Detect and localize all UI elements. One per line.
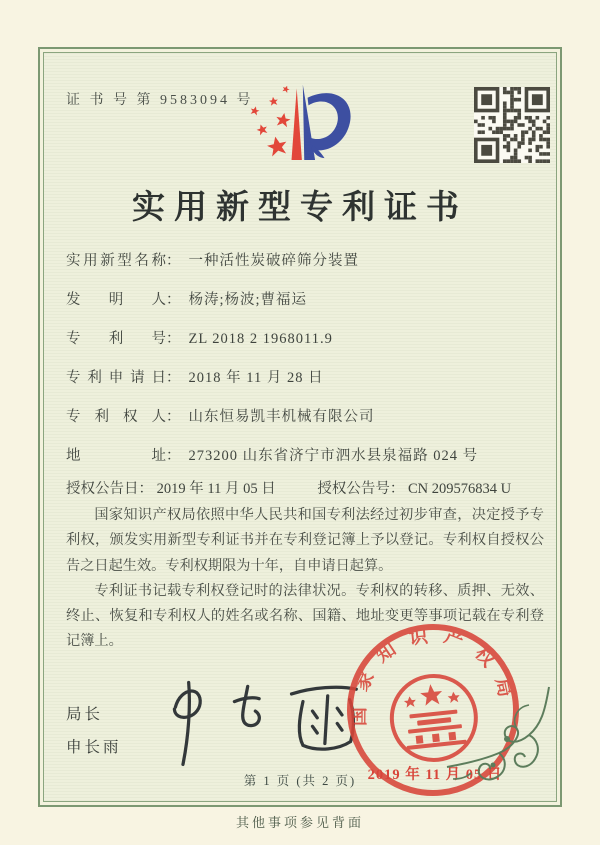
field-value: 2018 年 11 月 28 日: [188, 370, 324, 386]
field-label: 发明人: [66, 292, 166, 308]
field-value: 273200 山东省济宁市泗水县泉福路 024 号: [188, 448, 479, 464]
field-utility-model-name: 实用新型名称： 一种活性炭破碎筛分装置: [66, 249, 536, 288]
legal-paragraph-2: 专利证书记载专利权登记时的法律状况。专利权的转移、质押、无效、终止、恢复和专利权人的姓名或名称、国籍、地址变更等事项记载在专利登记簿上。: [66, 582, 544, 650]
certificate-number: 证 书 号 第 9583094 号: [66, 93, 254, 108]
field-patent-number: 专利号： ZL 2018 2 1968011.9: [66, 327, 536, 366]
field-value: 一种活性炭破碎筛分装置: [188, 253, 359, 269]
legal-paragraph-1: 国家知识产权局依照中华人民共和国专利法经过初步审查，决定授予专利权，颁发实用新型专利证书并在专利登记簿上予以登记。专利权自授权公告之日起生效。专利权期限为十年，自申请日起算。: [66, 507, 544, 574]
field-patentee: 专利权人： 山东恒易凯丰机械有限公司: [66, 405, 536, 444]
field-label: 地址: [66, 448, 166, 464]
qr-code-icon: [474, 87, 550, 163]
page-number: 第 1 页 (共 2 页): [243, 774, 357, 788]
field-label: 专利申请日: [66, 370, 166, 386]
field-label: 专利权人: [66, 409, 166, 425]
svg-text:国家知识产权局: 国家知识产权局: [348, 624, 519, 727]
officer-block: [66, 699, 122, 764]
field-value: ZL 2018 2 1968011.9: [188, 331, 333, 347]
field-label: 实用新型名称: [66, 253, 166, 269]
field-label: 专利号: [66, 331, 166, 347]
certificate-title: 实用新型专利证书: [132, 190, 468, 226]
grant-announcement-row: [66, 477, 546, 498]
field-value: 杨涛;杨波;曹福运: [188, 292, 308, 308]
grant-date: 授权公告日： 2019 年 11 月 05 日: [66, 481, 276, 497]
field-filing-date: 专利申请日： 2018 年 11 月 28 日: [66, 366, 536, 405]
back-side-note: 其他事项参见背面: [235, 815, 364, 830]
seal-date: 2019 年 11 月 05 日: [367, 767, 503, 783]
patent-office-logo-icon: [234, 75, 366, 184]
field-address: 地址： 273200 山东省济宁市泗水县泉福路 024 号: [66, 444, 536, 483]
officer-name: 申长雨: [66, 738, 122, 756]
field-list: [66, 249, 536, 483]
grant-number: 授权公告号： CN 209576834 U: [317, 481, 512, 497]
field-inventors: 发明人： 杨涛;杨波;曹福运: [66, 288, 536, 327]
certificate-border-frame: [38, 47, 562, 807]
certificate-page: [43, 52, 557, 802]
field-value: 山东恒易凯丰机械有限公司: [188, 409, 375, 425]
officer-title: 局长: [66, 706, 104, 723]
